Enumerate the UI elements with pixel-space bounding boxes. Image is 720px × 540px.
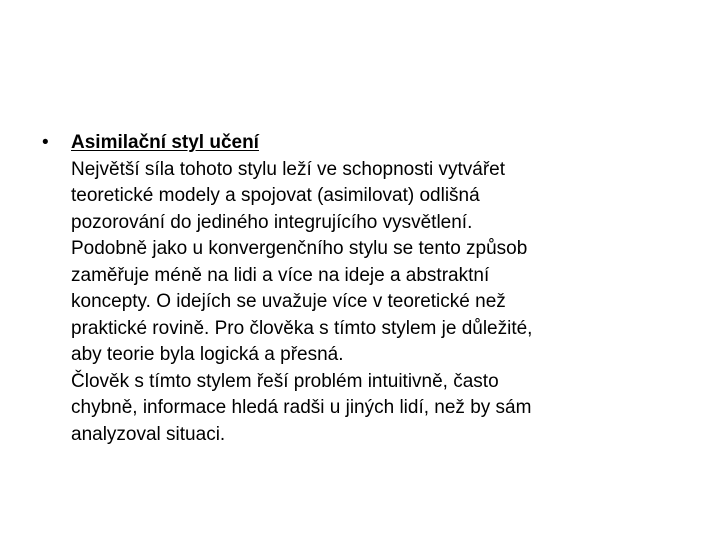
text-line: aby teorie byla logická a přesná. <box>71 344 344 365</box>
paragraph-2 <box>71 369 682 449</box>
text-line: Člověk s tímto stylem řeší problém intuitivně, často <box>71 370 499 392</box>
text-line: zaměřuje méně na lidi a více na ideje a abstraktní <box>71 264 490 286</box>
text-line: teoretické modely a spojovat (asimilovat) odlišná <box>71 185 480 206</box>
text-line: praktické rovině. Pro člověka s tímto stylem je důležité, <box>71 317 533 339</box>
text-line: analyzoval situaci. <box>71 423 226 445</box>
text-line: Podobně jako u konvergenčního stylu se tento způsob <box>71 238 528 259</box>
text-line: chybně, informace hledá radši u jiných lidí, než by sám <box>71 397 532 418</box>
text-line: Největší síla tohoto stylu leží ve schopnosti vytvářet <box>71 158 506 180</box>
bullet-item <box>42 130 682 448</box>
text-line: pozorování do jediného integrujícího vysvětlení. <box>71 211 473 233</box>
bullet-marker: • <box>42 132 49 153</box>
section-heading: Asimilační styl učení <box>71 132 259 153</box>
paragraph-1 <box>71 157 682 369</box>
slide-content <box>42 130 682 448</box>
text-line: koncepty. O idejích se uvažuje více v teoretické než <box>71 291 506 312</box>
